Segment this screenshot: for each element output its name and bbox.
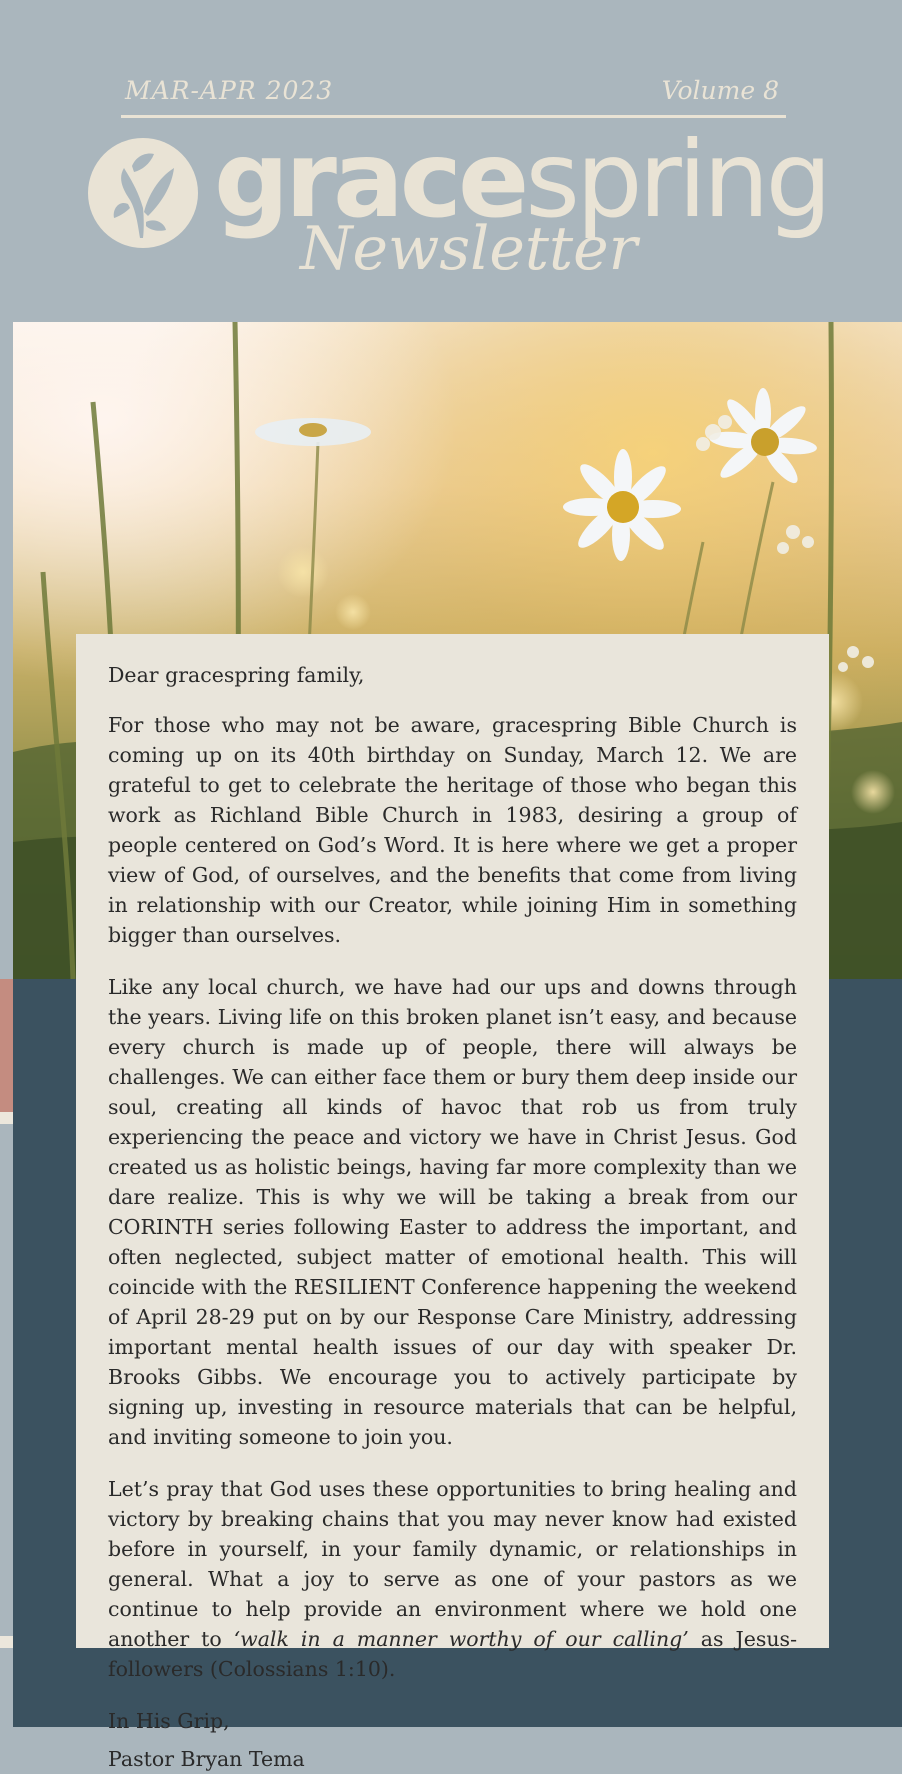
letter-paragraph: Like any local church, we have had our ups and downs through the years. Living life on this broken planet isn’t easy, and because every church is made up of people, there will always be challenges. We can either face them or bury them deep inside our soul, creating all kinds of havoc that rob us from truly experiencing the peace and victory we have in Christ Jesus. God created us as holistic beings, having far more complexity than we dare realize. This is why we will be taking a break from our CORINTH series following Easter to address the important, and often neglected, subject matter of emotional health. This will coincide with the RESILIENT Conference happening the weekend of April 28-29 put on by our Response Care Ministry, addressing important mental health issues of our day with speaker Dr. Brooks Gibbs. We encourage you to actively participate by signing up, investing in resource materials that can be helpful, and inviting someone to join you. (108, 975, 797, 1449)
sprout-leaf-icon (88, 138, 198, 248)
issue-date: MAR-APR 2023 (125, 76, 334, 105)
letter-paragraph-text: as Jesus-followers (Colossians 1:10). (108, 1627, 797, 1681)
masthead-divider (121, 115, 786, 118)
rose-accent-strip (0, 979, 13, 1112)
letter-closing: In His Grip, (108, 1709, 230, 1733)
brand-name-bold: grace (214, 119, 526, 241)
letter-signature: Pastor Bryan Tema (108, 1747, 305, 1771)
accent-separator (0, 1636, 13, 1648)
masthead-top-row (121, 72, 785, 112)
letter-paragraph-text: Let’s pray that God uses these opportunities to bring healing and victory by breaking chains that you may never know had existed before in yourself, in your family dynamic, or relationships in general. What a joy to serve as one of your pastors as we continue to help provide an environment where we hold one another to (108, 1477, 797, 1651)
brand-name-light: spring (525, 119, 829, 241)
accent-separator (0, 1112, 13, 1124)
newsletter-subtitle: Newsletter (300, 214, 638, 284)
letter-paragraph: For those who may not be aware, gracespring Bible Church is coming up on its 40th birthday on Sunday, March 12. We are grateful to get to celebrate the heritage of those who began this work as Richland Bible Church in 1983, desiring a group of people centered on God’s Word. It is here where we get a proper view of God, of ourselves, and the benefits that come from living in relationship with our Creator, while joining Him in something bigger than ourselves. (108, 713, 797, 947)
pastor-letter-card (76, 634, 829, 1771)
letter-greeting: Dear gracespring family, (108, 663, 365, 687)
scripture-quote: ‘walk in a manner worthy of our calling’ (233, 1627, 689, 1651)
letter-paragraph (108, 1474, 797, 1684)
volume-number: Volume 8 (661, 76, 779, 105)
